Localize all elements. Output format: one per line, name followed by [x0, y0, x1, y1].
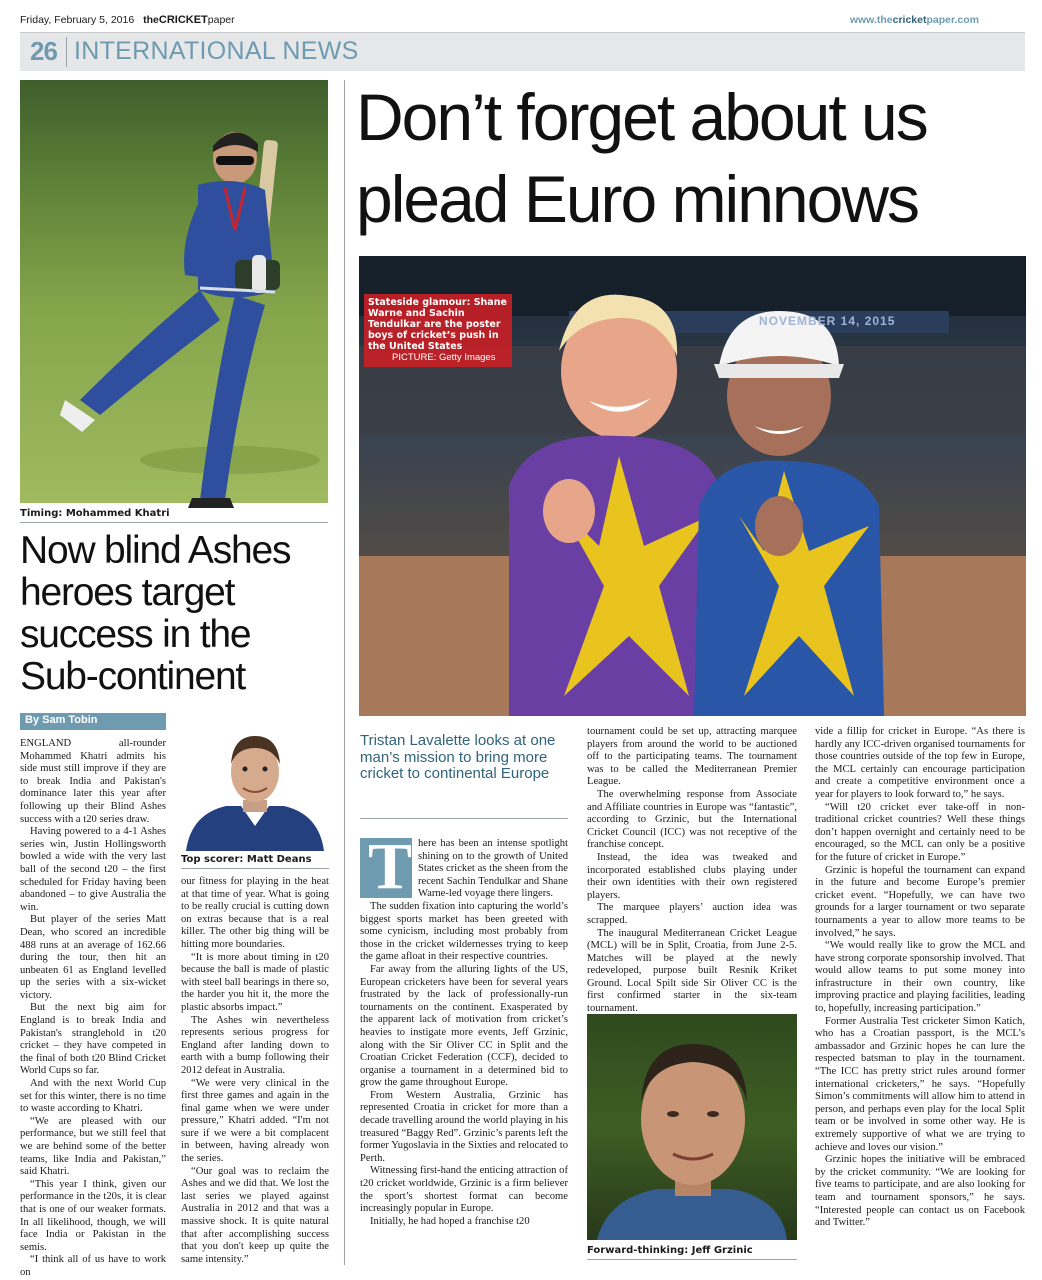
- main-headline-line2: plead Euro minnows: [356, 162, 918, 236]
- paragraph: “We are pleased with our performance, but we still feel that we are behind some of the better teams, like India and Pakistan,” said Khatri.: [20, 1115, 166, 1178]
- paragraph: Having powered to a 4-1 Ashes series win, Justin Hollingsworth bowled a wide with the very last ball of the second t20 – the first scheduled for Friday having been abandoned – to give Australia the win.: [20, 826, 166, 913]
- paragraph: The overwhelming response from Associate and Affiliate countries in Europe was “fantastic”, according to Grzinic, but the International Cricket Council (ICC) was not receptive of the franchise concept.: [587, 788, 797, 851]
- paragraph: tournament could be set up, attracting marquee players from around the world to be auctioned off to the participating teams. The tournament was to be called the Mediterranean Premier League.: [587, 726, 797, 788]
- left-story-col1: [20, 738, 166, 1278]
- paragraph: Grzinic hopes the initiative will be embraced by the cricket community. “We are looking for five teams to participate, and are also looking for team and tournament sponsors,” he says. “Interested people can contact us on Facebook and Twitter.”: [815, 1154, 1025, 1229]
- issue-date: Friday, February 5, 2016: [20, 14, 135, 26]
- main-story-col2: [587, 726, 797, 1015]
- paragraph: And with the next World Cup set for this winter, there is no time to waste according to Khatri.: [20, 1078, 166, 1115]
- deans-caption-rule: [181, 868, 329, 869]
- khatri-photo-caption: Timing: Mohammed Khatri: [20, 508, 170, 519]
- paragraph: Far away from the alluring lights of the US, European cricketers have been for several years frustrated by the lack of professionally-run tournaments on the continent. Exasperated by the apparent lack of motivation from cricket’s heavies to instigate more events, Jeff Grzinic, along with the Sir Oliver CC in Split and the Croatian Cricket Federation (CCF), decided to organise a tournament in a determined bid to grow the game throughout Europe.: [360, 963, 568, 1089]
- left-headline: Now blind Ashes heroes target success in the Sub-continent: [20, 529, 291, 698]
- drop-cap: T: [360, 838, 412, 898]
- website-link[interactable]: www.thecricketpaper.com: [849, 14, 979, 26]
- paragraph: The Ashes win nevertheless represents serious progress for England after landing down to earth with a bump following their 2012 defeat in Australia.: [181, 1014, 329, 1076]
- page-number: 26: [30, 36, 57, 66]
- grzinic-caption-rule: [587, 1259, 797, 1260]
- main-story-col3: [815, 726, 1025, 1264]
- byline-bar: [20, 713, 166, 730]
- paragraph: “Will t20 cricket ever take-off in non-traditional cricket countries? Well these things don’t happen overnight and certainly need to be encouraged, so the MCL can only be a positive for the future of cricket in Europe.”: [815, 801, 1025, 863]
- paragraph: vide a fillip for cricket in Europe. “As there is hardly any ICC-driven organised tournaments for those countries outside of the top few in Europe, the MCL certainly can encourage participation and create a competitive environment once a year for players to look forward to,” he says.: [815, 726, 1025, 800]
- batsman-figure: [20, 80, 328, 503]
- paragraph: our fitness for playing in the heat at that time of year. What is going to be really crucial is cutting down on extras because that is a real killer. The other big thing will be hitting more boundaries.: [181, 876, 329, 950]
- paragraph: The inaugural Mediterranean Cricket League (MCL) will be in Split, Croatia, from June 2-5. Matches will be played at the newly redeveloped, purpose built Resnik Kriket Ground. Local Spilt side Sir Oliver CC is the first confirmed starter in the six-team tournament.: [587, 927, 797, 1015]
- photo-credit: PICTURE: Getty Images: [392, 352, 496, 363]
- section-bar: [20, 32, 1025, 71]
- deans-figure: [181, 714, 329, 851]
- paragraph: But the next big aim for England is to break India and Pakistan's stranglehold in t20 cricket – they have competed in the final of both t20 Blind Cricket World Cups so far.: [20, 1002, 166, 1077]
- standfirst-rule: [360, 818, 568, 819]
- section-title: INTERNATIONAL NEWS: [74, 37, 359, 65]
- paragraph: Former Australia Test cricketer Simon Katich, who has a Croatian passport, is the MCL’s ambassador and Grzinic hopes he can lure the respected batsman to play in the tournament. “The ICC has pretty strict rules around former international cricketers,” he says. “Hopefully Simon’s commitments will allow him to attend in person, and perhaps even play for the local Split team or be involved in some other way. He is extremely supportive of what we are trying to achieve and loves our vision.”: [815, 1015, 1025, 1153]
- paragraph: The sudden fixation into capturing the world’s biggest sports market has been greeted with some cynicism, including most probably from those in the cricket wildernesses trying to keep the game afloat in their respective countries.: [360, 900, 568, 963]
- section-divider: [66, 37, 67, 67]
- paragraph: “It is more about timing in t20 because the ball is made of plastic with steel ball bearings in there so, the harder you hit it, the more the plastic absorbs impact.”: [181, 951, 329, 1013]
- warne-tendulkar-photo: [359, 256, 1026, 716]
- photo-caption: Stateside glamour: Shane Warne and Sachin Tendulkar are the poster boys of cricket’s push in the United States: [368, 297, 507, 352]
- byline: By Sam Tobin: [25, 714, 98, 726]
- paragraph: “This year I think, given our performance in the t20s, it is clear that is one of our weaker formats. In all likelihood, though, we will face India or Pakistan in the semis.: [20, 1178, 166, 1253]
- column-separator: [344, 80, 345, 1265]
- deans-photo-caption: Top scorer: Matt Deans: [181, 854, 312, 865]
- paragraph: “We were very clinical in the first three games and again in the final game when we were under pressure,” Khatri added. “I'm not sure if we were a bit complacent in between, having already won the series.: [181, 1077, 329, 1165]
- main-headline: [356, 76, 1026, 240]
- paragraph: “I think all of us have to work on: [20, 1254, 166, 1278]
- grzinic-figure: [587, 1014, 797, 1240]
- paragraph: “Our goal was to reclaim the Ashes and we did that. We lost the last series we played against Australia in 2012 and that was a massive shock. It is quite natural that after accomplishing success that you don't keep up quite the same intensity.”: [181, 1165, 329, 1265]
- paragraph: Initially, he had hoped a franchise t20: [370, 1215, 530, 1227]
- paragraph: Instead, the idea was tweaked and incorporated established clubs playing under their own identities with their own registered players.: [587, 851, 797, 901]
- paragraph: The marquee players’ auction idea was scrapped.: [587, 902, 797, 926]
- grzinic-photo: [587, 1014, 797, 1240]
- main-story-col1: [360, 830, 568, 1264]
- caption-rule: [20, 522, 328, 523]
- paragraph: here has been an intense spotlight shining on to the growth of United States cricket as the sheen from the recent Sachin Tendulkar and Shane Warne-led voyage there lingers.: [418, 838, 568, 900]
- stadium-banner: NOVEMBER 14, 2015: [759, 314, 896, 328]
- paragraph: But player of the series Matt Dean, who scored an incredible 488 runs at an average of 162.66 during the tour, then hit an unbeaten 61 as England levelled up the series with a six-wicket victory.: [20, 914, 166, 1001]
- photo-caption-box: [364, 294, 512, 367]
- paragraph: “We would really like to grow the MCL and have strong corporate sponsorship involved. That would allow teams to put some money into infrastructure in their own country, like improving practice and playing facilities, leading to, hopefully, increasing participation.”: [815, 940, 1025, 1015]
- paragraph: ENGLAND all-rounder Mohammed Khatri admits his side must still improve if they are to break India and Pakistan's dominance later this year after following up their Blind Ashes success with a t20 series draw.: [20, 738, 166, 825]
- left-story-col2: [181, 876, 329, 1265]
- paragraph: Grzinic is hopeful the tournament can expand in the future and become Europe’s premier cricket event. “Hopefully, we can have two grounds for a larger tournament or two separate tournaments a year to allow more teams to be involved,” he says.: [815, 864, 1025, 939]
- standfirst: Tristan Lavalette looks at one man’s mission to bring more cricket to continental Europe: [360, 732, 556, 782]
- khatri-photo: [20, 80, 328, 503]
- brand-logo: theCRICKETpaper: [143, 14, 235, 26]
- paragraph: From Western Australia, Grzinic has represented Croatia in cricket for more than a decade travelling around the world playing in his treasured “Baggy Red”. Grzinic’s parents left the former Yugoslavia in the Sixties and relocated to Perth.: [360, 1089, 568, 1164]
- deans-photo: [181, 714, 329, 851]
- main-headline-line1: Don’t forget about us: [356, 80, 927, 154]
- masthead: [20, 14, 1025, 30]
- grzinic-photo-caption: Forward-thinking: Jeff Grzinic: [587, 1245, 753, 1256]
- paragraph: Witnessing first-hand the enticing attraction of t20 cricket worldwide, Grzinic is a firm believer the sport’s shortest format can become increasingly popular in Europe.: [360, 1165, 568, 1215]
